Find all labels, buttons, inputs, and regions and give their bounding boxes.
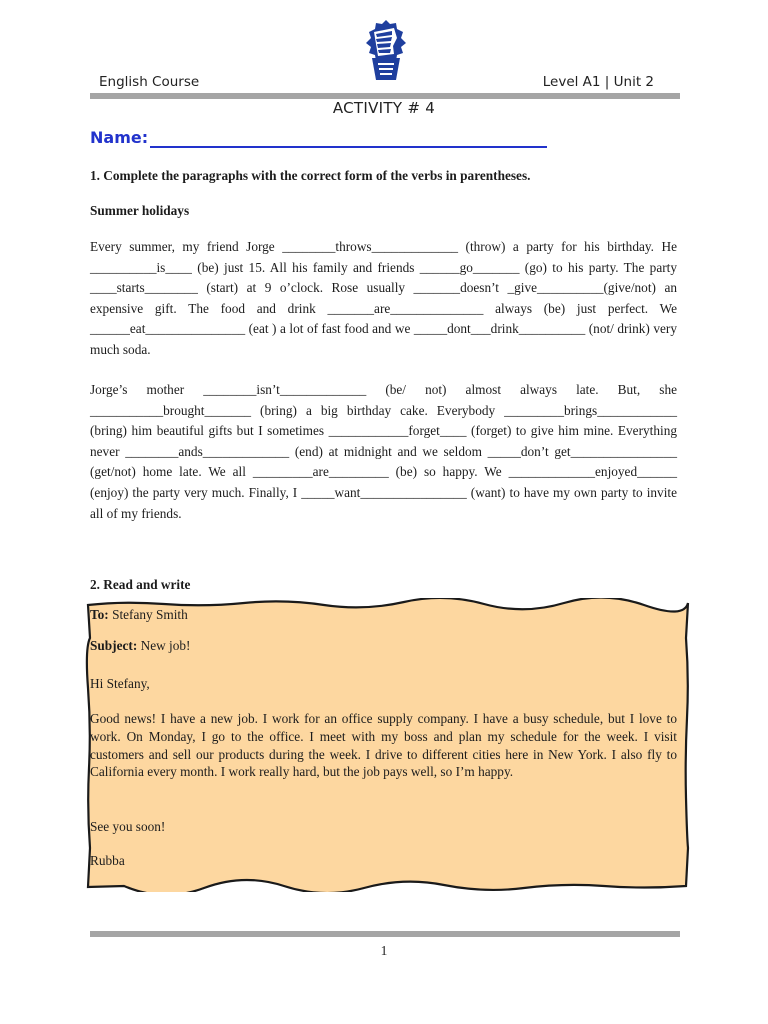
letter-to-label: To: [90, 607, 109, 622]
name-label: Name: [90, 128, 149, 147]
letter-subject-line [90, 637, 190, 655]
course-title: English Course [99, 74, 200, 90]
activity-title: ACTIVITY # 4 [332, 99, 436, 117]
level-unit-label: Level A1 | Unit 2 [542, 74, 654, 90]
school-gear-logo-icon [364, 18, 408, 82]
footer-divider [90, 931, 680, 937]
letter-to-value: Stefany Smith [112, 607, 188, 622]
exercise-1-subtitle: Summer holidays [90, 203, 190, 218]
letter-subject-label: Subject: [90, 638, 138, 653]
letter-closing: See you soon! [90, 819, 166, 834]
exercise-1-paragraph-1: Every summer, my friend Jorge ________throws_____________ (throw) a party for his birthday. He __________is____ (be) just 15. All his family and friends ______go_______ (go) to his party. The party ____starts________ (start) at 9 o’clock. Rose usually _______doesn’t _give__________(give/not) an expensive gift. The food and drink _______are______________ always (be) just perfect. We ______eat_______________ (eat ) a lot of fast food and we _____dont___drink__________ (not/ drink) very much soda. [90, 239, 677, 357]
letter-body: Good news! I have a new job. I work for an office supply company. I have a busy schedule, but I love to work. On Monday, I go to the office. I meet with my boss and plan my schedule for the week. I visit customers and sell our products during the week. I drive to different cities here in New York. I also fly to California every month. I work really hard, but the job pays well, so I’m happy. [90, 711, 677, 780]
letter-to-line [90, 606, 188, 624]
letter-subject-value: New job! [140, 638, 191, 653]
exercise-1-instruction: 1. Complete the paragraphs with the correct form of the verbs in parentheses. [90, 168, 531, 183]
letter-greeting: Hi Stefany, [90, 676, 150, 691]
exercise-2-instruction: 2. Read and write [90, 577, 191, 592]
page-number: 1 [380, 943, 388, 958]
name-blank-line[interactable] [150, 146, 547, 148]
letter-signature: Rubba [90, 853, 125, 868]
exercise-1-paragraph-2: Jorge’s mother ________isn’t_____________ (be/ not) almost always late. But, she ___________brought_______ (bring) a big birthday cake. Everybody _________brings____________ (bring) him beautiful gifts but I sometimes ____________forget____ (forget) to give him mine. Everything never ________ands_____________ (end) at midnight and we seldom _____don’t get________________ (get/not) home late. We all _________are_________ (be) so happy. We _____________enjoyed______ (enjoy) the party very much. Finally, I _____want________________ (want) to have my own party to invite all of my friends. [90, 382, 677, 521]
